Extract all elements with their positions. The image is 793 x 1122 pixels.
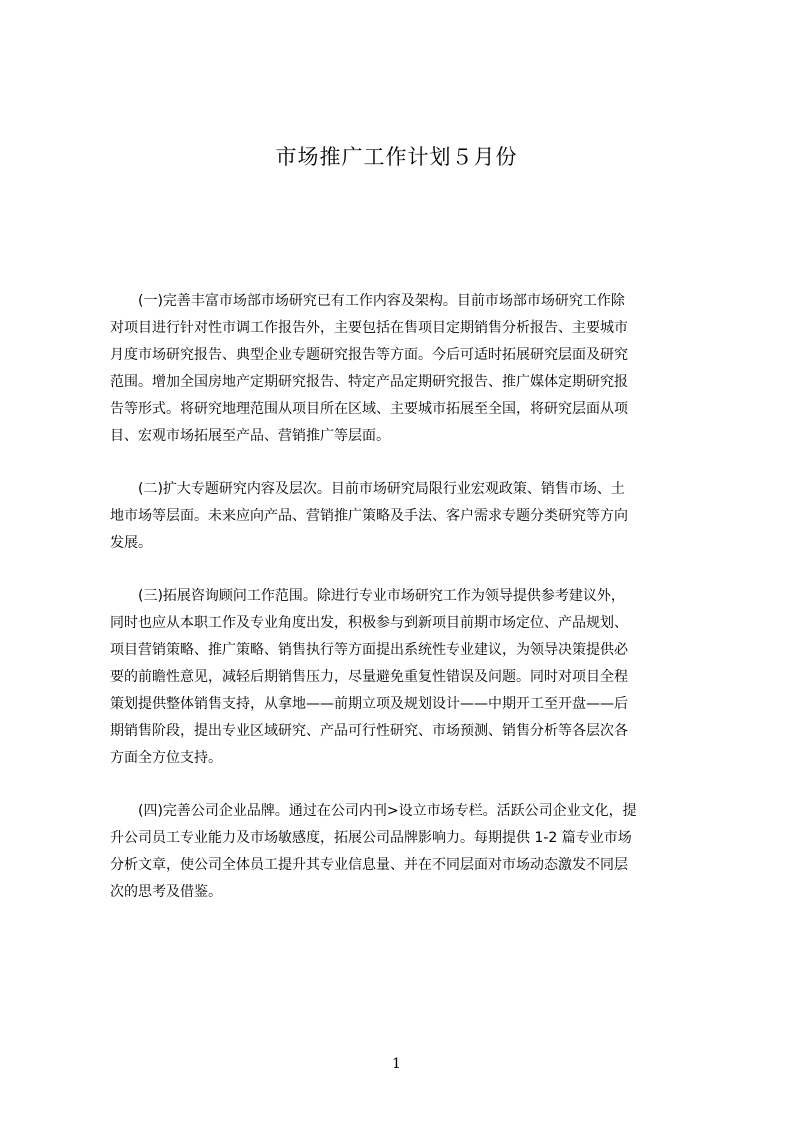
paragraph-2	[110, 476, 702, 557]
document-body	[110, 288, 702, 932]
paragraph-line: (三)拓展咨询顾问工作范围。除进行专业市场研究工作为领导提供参考建议外，	[138, 588, 625, 604]
paragraph-line: 策划提供整体销售支持，从拿地——前期立项及规划设计——中期开工至开盘——后	[110, 696, 628, 712]
paragraph-line: 发展。	[110, 535, 152, 551]
paragraph-line: 分析文章，使公司全体员工提升其专业信息量、并在不同层面对市场动态激发不同层	[110, 857, 628, 873]
paragraph-line: (四)完善公司企业品牌。通过在公司内刊>设立市场专栏。活跃公司企业文化，提	[138, 803, 637, 819]
paragraph-line: (一)完善丰富市场部市场研究已有工作内容及架构。目前市场部市场研究工作除	[138, 293, 625, 309]
paragraph-line: 要的前瞻性意见，减轻后期销售压力，尽量避免重复性错误及问题。同时对项目全程	[110, 669, 628, 685]
paragraph-line: 月度市场研究报告、典型企业专题研究报告等方面。今后可适时拓展研究层面及研究	[110, 347, 628, 363]
paragraph-line: 告等形式。将研究地理范围从项目所在区域、主要城市拓展至全国，将研究层面从项	[110, 401, 628, 417]
paragraph-line: 项目营销策略、推广策略、销售执行等方面提出系统性专业建议，为领导决策提供必	[110, 642, 628, 658]
paragraph-line: (二)扩大专题研究内容及层次。目前市场研究局限行业宏观政策、销售市场、土	[138, 481, 625, 497]
paragraph-line: 范围。增加全国房地产定期研究报告、特定产品定期研究报告、推广媒体定期研究报	[110, 374, 628, 390]
paragraph-line: 地市场等层面。未来应向产品、营销推广策略及手法、客户需求专题分类研究等方向	[110, 508, 628, 524]
paragraph-4	[110, 798, 702, 906]
page-number: 1	[392, 1056, 401, 1072]
paragraph-line: 期销售阶段，提出专业区域研究、产品可行性研究、市场预测、销售分析等各层次各	[110, 723, 628, 739]
paragraph-line: 对项目进行针对性市调工作报告外，主要包括在售项目定期销售分析报告、主要城市	[110, 320, 628, 336]
paragraph-line: 次的思考及借鉴。	[110, 884, 222, 900]
paragraph-3	[110, 583, 702, 772]
paragraph-1	[110, 288, 702, 450]
paragraph-line: 升公司员工专业能力及市场敏感度，拓展公司品牌影响力。每期提供 1-2 篇专业市场	[110, 830, 632, 846]
document-title: 市场推广工作计划５月份	[275, 145, 518, 169]
paragraph-line: 目、宏观市场拓展至产品、营销推广等层面。	[110, 428, 390, 444]
paragraph-line: 方面全方位支持。	[110, 750, 222, 766]
paragraph-line: 同时也应从本职工作及专业角度出发，积极参与到新项目前期市场定位、产品规划、	[110, 615, 628, 631]
